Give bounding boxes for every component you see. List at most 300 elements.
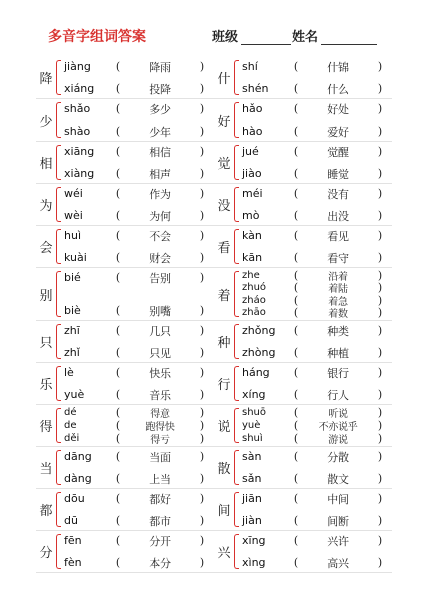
reading-line — [242, 307, 392, 318]
left-entry — [36, 57, 214, 98]
close-paren: ) — [377, 102, 383, 115]
pinyin: yuè — [64, 388, 85, 401]
reading-list — [61, 142, 214, 183]
reading-list — [239, 268, 392, 320]
reading-line — [242, 323, 392, 338]
close-paren: ) — [377, 269, 383, 282]
close-paren: ) — [199, 514, 205, 527]
reading-line — [64, 166, 214, 181]
reading-line — [242, 513, 392, 528]
reading-list — [239, 226, 392, 267]
close-paren: ) — [199, 450, 205, 463]
close-paren: ) — [199, 472, 205, 485]
reading-list — [61, 57, 214, 98]
open-paren: ( — [115, 102, 121, 115]
reading-list — [61, 363, 214, 404]
name-field — [292, 26, 377, 45]
reading-line — [242, 449, 392, 464]
word-answer: 游说 — [328, 435, 348, 446]
word-answer: 不会 — [149, 229, 171, 243]
reading-line — [242, 533, 392, 548]
close-paren: ) — [377, 82, 383, 95]
pinyin: kàn — [242, 229, 262, 242]
open-paren: ( — [115, 514, 121, 527]
left-entry — [36, 268, 214, 320]
word-answer: 不亦说乎 — [318, 422, 358, 433]
word-answer: 爱好 — [327, 125, 349, 139]
word-answer: 都市 — [149, 514, 171, 528]
pinyin: jiàng — [64, 60, 91, 73]
close-paren: ) — [199, 60, 205, 73]
open-paren: ( — [293, 293, 299, 307]
close-paren: ) — [377, 229, 383, 242]
left-entry — [36, 405, 214, 446]
open-paren: ( — [115, 388, 121, 401]
polyphone-char: 会 — [39, 241, 53, 256]
reading-line — [64, 471, 214, 486]
word-answer: 好处 — [327, 102, 349, 116]
word-answer: 分开 — [149, 534, 171, 548]
reading-line — [242, 387, 392, 402]
pinyin: xíng — [242, 388, 266, 401]
open-paren: ( — [115, 492, 121, 505]
table-row — [36, 226, 392, 268]
close-paren: ) — [377, 556, 383, 569]
reading-line — [242, 208, 392, 223]
close-paren: ) — [377, 419, 383, 432]
close-paren: ) — [199, 556, 205, 569]
open-paren: ( — [115, 271, 121, 284]
word-answer: 出没 — [327, 209, 349, 223]
open-paren: ( — [115, 556, 121, 569]
right-entry — [214, 142, 392, 183]
reading-line — [242, 166, 392, 181]
polyphone-char: 少 — [39, 114, 53, 130]
open-paren: ( — [115, 145, 121, 158]
left-entry — [36, 489, 214, 530]
close-paren: ) — [377, 492, 383, 505]
open-paren: ( — [293, 514, 299, 527]
word-answer: 都好 — [149, 492, 171, 506]
open-paren: ( — [293, 102, 299, 115]
reading-list — [239, 405, 392, 446]
word-answer: 为何 — [149, 209, 171, 223]
right-entry — [214, 57, 392, 98]
left-entry — [36, 99, 214, 141]
open-paren: ( — [293, 432, 299, 445]
right-entry — [214, 184, 392, 225]
pinyin: jiàn — [242, 514, 262, 527]
pinyin: dū — [64, 514, 78, 527]
pinyin: shuì — [242, 433, 263, 444]
reading-line — [64, 124, 214, 139]
close-paren: ) — [199, 145, 205, 158]
reading-line — [242, 555, 392, 570]
pinyin: xìng — [242, 556, 266, 569]
word-answer: 种类 — [327, 324, 349, 338]
open-paren: ( — [293, 492, 299, 505]
word-answer: 什么 — [327, 82, 349, 96]
close-paren: ) — [377, 293, 383, 307]
close-paren: ) — [199, 406, 205, 419]
polyphone-char: 说 — [217, 420, 231, 435]
open-paren: ( — [115, 209, 121, 222]
class-field — [212, 26, 291, 45]
pinyin: děi — [64, 433, 80, 444]
reading-line — [242, 144, 392, 159]
polyphone-char: 什 — [217, 72, 231, 87]
right-entry — [214, 268, 392, 320]
close-paren: ) — [377, 346, 383, 359]
left-entry — [36, 531, 214, 572]
pinyin: sàn — [242, 450, 262, 463]
word-answer: 得亏 — [150, 435, 170, 446]
reading-list — [239, 489, 392, 530]
word-answer: 本分 — [149, 556, 171, 570]
reading-line — [64, 407, 214, 418]
reading-line — [64, 491, 214, 506]
close-paren: ) — [199, 82, 205, 95]
polyphone-char: 别 — [39, 288, 53, 304]
reading-line — [242, 59, 392, 74]
open-paren: ( — [293, 324, 299, 337]
close-paren: ) — [377, 366, 383, 379]
reading-list — [239, 142, 392, 183]
close-paren: ) — [377, 145, 383, 158]
pinyin: xīng — [242, 534, 266, 547]
left-entry — [36, 184, 214, 225]
word-answer: 当面 — [149, 450, 171, 464]
close-paren: ) — [377, 406, 383, 419]
polyphone-table — [36, 57, 392, 573]
reading-list — [61, 226, 214, 267]
close-paren: ) — [199, 187, 205, 200]
reading-line — [242, 471, 392, 486]
reading-line — [64, 59, 214, 74]
table-row — [36, 405, 392, 447]
right-entry — [214, 531, 392, 572]
open-paren: ( — [115, 432, 121, 445]
pinyin: shí — [242, 60, 258, 73]
close-paren: ) — [199, 492, 205, 505]
close-paren: ) — [377, 450, 383, 463]
close-paren: ) — [377, 209, 383, 222]
word-answer: 行人 — [327, 388, 349, 402]
reading-line — [64, 101, 214, 116]
reading-line — [242, 186, 392, 201]
pinyin: shuō — [242, 407, 267, 418]
close-paren: ) — [199, 251, 205, 264]
word-answer: 什锦 — [327, 60, 349, 74]
reading-line — [64, 81, 214, 96]
open-paren: ( — [115, 251, 121, 264]
reading-list — [61, 99, 214, 141]
open-paren: ( — [115, 472, 121, 485]
open-paren: ( — [293, 305, 299, 319]
reading-list — [239, 99, 392, 141]
reading-list — [61, 447, 214, 488]
reading-list — [61, 489, 214, 530]
polyphone-char: 当 — [39, 462, 53, 477]
close-paren: ) — [199, 366, 205, 379]
word-answer: 投降 — [149, 82, 171, 96]
table-row — [36, 184, 392, 226]
pinyin: kān — [242, 251, 263, 264]
pinyin: zháo — [242, 294, 266, 306]
open-paren: ( — [115, 534, 121, 547]
pinyin: háng — [242, 366, 270, 379]
polyphone-char: 分 — [39, 546, 53, 561]
open-paren: ( — [115, 187, 121, 200]
close-paren: ) — [377, 305, 383, 319]
polyphone-char: 看 — [217, 241, 231, 256]
table-row — [36, 142, 392, 184]
word-answer: 几只 — [149, 324, 171, 338]
word-answer: 看守 — [327, 251, 349, 265]
word-answer: 着急 — [328, 296, 348, 308]
right-entry — [214, 321, 392, 362]
word-answer: 少年 — [149, 125, 171, 139]
reading-line — [64, 208, 214, 223]
open-paren: ( — [115, 419, 121, 432]
word-answer: 别嘴 — [149, 304, 171, 318]
pinyin: zhuó — [242, 282, 267, 294]
open-paren: ( — [293, 145, 299, 158]
reading-list — [239, 184, 392, 225]
reading-list — [61, 184, 214, 225]
open-paren: ( — [293, 388, 299, 401]
close-paren: ) — [199, 419, 205, 432]
polyphone-char: 都 — [39, 504, 53, 519]
close-paren: ) — [199, 432, 205, 445]
reading-line — [64, 250, 214, 265]
word-answer: 分散 — [327, 450, 349, 464]
open-paren: ( — [293, 366, 299, 379]
pinyin: dāng — [64, 450, 92, 463]
polyphone-char: 行 — [217, 378, 231, 393]
pinyin: mò — [242, 209, 260, 222]
pinyin: dōu — [64, 492, 85, 505]
close-paren: ) — [377, 432, 383, 445]
pinyin: kuài — [64, 251, 87, 264]
pinyin: xiáng — [64, 82, 95, 95]
word-answer: 听说 — [328, 409, 348, 420]
close-paren: ) — [377, 251, 383, 264]
pinyin: zhòng — [242, 346, 276, 359]
reading-line — [64, 433, 214, 444]
open-paren: ( — [293, 187, 299, 200]
reading-line — [64, 387, 214, 402]
word-answer: 高兴 — [327, 556, 349, 570]
reading-line — [242, 345, 392, 360]
close-paren: ) — [199, 102, 205, 115]
polyphone-char: 觉 — [217, 157, 231, 172]
close-paren: ) — [199, 167, 205, 180]
left-entry — [36, 142, 214, 183]
polyphone-char: 间 — [217, 504, 231, 519]
close-paren: ) — [377, 514, 383, 527]
pinyin: yuè — [242, 420, 261, 431]
polyphone-char: 为 — [39, 199, 53, 214]
word-answer: 告别 — [149, 271, 171, 285]
polyphone-char: 降 — [39, 72, 53, 87]
close-paren: ) — [199, 271, 205, 284]
pinyin: dàng — [64, 472, 92, 485]
reading-list — [239, 363, 392, 404]
pinyin: de — [64, 420, 77, 431]
word-answer: 财会 — [149, 251, 171, 265]
close-paren: ) — [377, 388, 383, 401]
reading-line — [242, 81, 392, 96]
word-answer: 睡觉 — [327, 167, 349, 181]
reading-line — [64, 555, 214, 570]
table-row — [36, 363, 392, 405]
word-answer: 着陆 — [328, 284, 348, 296]
word-answer: 作为 — [149, 187, 171, 201]
open-paren: ( — [115, 82, 121, 95]
word-answer: 没有 — [327, 187, 349, 201]
pinyin: jué — [242, 145, 259, 158]
pinyin: zhāo — [242, 306, 266, 318]
reading-line — [64, 270, 214, 285]
open-paren: ( — [115, 125, 121, 138]
open-paren: ( — [293, 406, 299, 419]
open-paren: ( — [293, 60, 299, 73]
close-paren: ) — [199, 209, 205, 222]
reading-line — [242, 101, 392, 116]
word-answer: 相声 — [149, 167, 171, 181]
word-answer: 兴许 — [327, 534, 349, 548]
open-paren: ( — [115, 167, 121, 180]
open-paren: ( — [115, 346, 121, 359]
reading-line — [242, 228, 392, 243]
word-answer: 种植 — [327, 346, 349, 360]
reading-line — [64, 323, 214, 338]
close-paren: ) — [377, 60, 383, 73]
table-row — [36, 99, 392, 142]
pinyin: hǎo — [242, 102, 263, 115]
open-paren: ( — [115, 366, 121, 379]
open-paren: ( — [293, 167, 299, 180]
open-paren: ( — [293, 419, 299, 432]
close-paren: ) — [199, 324, 205, 337]
word-answer: 快乐 — [149, 366, 171, 380]
open-paren: ( — [115, 450, 121, 463]
word-answer: 散文 — [327, 472, 349, 486]
open-paren: ( — [293, 556, 299, 569]
close-paren: ) — [377, 324, 383, 337]
open-paren: ( — [293, 281, 299, 295]
polyphone-char: 得 — [39, 420, 53, 435]
reading-list — [61, 321, 214, 362]
reading-line — [242, 124, 392, 139]
reading-line — [64, 345, 214, 360]
pinyin: jiān — [242, 492, 262, 505]
reading-list — [61, 531, 214, 572]
left-entry — [36, 363, 214, 404]
close-paren: ) — [199, 125, 205, 138]
name-blank[interactable] — [321, 32, 377, 45]
word-answer: 上当 — [149, 472, 171, 486]
pinyin: zhǒng — [242, 324, 276, 337]
reading-line — [242, 491, 392, 506]
word-answer: 得意 — [150, 409, 170, 420]
reading-line — [64, 228, 214, 243]
reading-line — [242, 420, 392, 431]
page-title: 多音字组词答案 — [48, 29, 146, 45]
right-entry — [214, 447, 392, 488]
polyphone-char: 着 — [217, 288, 231, 304]
close-paren: ) — [199, 346, 205, 359]
table-row — [36, 531, 392, 573]
open-paren: ( — [293, 125, 299, 138]
polyphone-char: 相 — [39, 157, 53, 172]
pinyin: jiào — [242, 167, 262, 180]
reading-list — [61, 268, 214, 320]
polyphone-char: 种 — [217, 336, 231, 351]
close-paren: ) — [377, 472, 383, 485]
pinyin: wéi — [64, 187, 83, 200]
pinyin: zhī — [64, 324, 80, 337]
reading-line — [64, 186, 214, 201]
pinyin: fēn — [64, 534, 82, 547]
open-paren: ( — [115, 60, 121, 73]
open-paren: ( — [293, 82, 299, 95]
left-entry — [36, 321, 214, 362]
reading-line — [242, 433, 392, 444]
pinyin: bié — [64, 271, 81, 284]
table-row — [36, 57, 392, 99]
right-entry — [214, 363, 392, 404]
open-paren: ( — [293, 251, 299, 264]
word-answer: 音乐 — [149, 388, 171, 402]
reading-list — [61, 405, 214, 446]
word-answer: 银行 — [327, 366, 349, 380]
left-entry — [36, 226, 214, 267]
pinyin: hào — [242, 125, 263, 138]
reading-list — [239, 447, 392, 488]
pinyin: shǎo — [64, 102, 91, 115]
open-paren: ( — [115, 324, 121, 337]
close-paren: ) — [199, 304, 205, 317]
class-blank[interactable] — [241, 32, 291, 45]
open-paren: ( — [115, 229, 121, 242]
reading-line — [64, 365, 214, 380]
reading-line — [242, 407, 392, 418]
open-paren: ( — [293, 450, 299, 463]
close-paren: ) — [377, 125, 383, 138]
table-row — [36, 268, 392, 321]
pinyin: dé — [64, 407, 77, 418]
reading-line — [64, 420, 214, 431]
close-paren: ) — [377, 534, 383, 547]
pinyin: zhǐ — [64, 346, 80, 359]
reading-list — [239, 57, 392, 98]
right-entry — [214, 226, 392, 267]
pinyin: zhe — [242, 270, 260, 281]
close-paren: ) — [199, 388, 205, 401]
close-paren: ) — [199, 229, 205, 242]
word-answer: 相信 — [149, 145, 171, 159]
pinyin: xiàng — [64, 167, 95, 180]
close-paren: ) — [199, 534, 205, 547]
reading-line — [64, 303, 214, 318]
table-row — [36, 321, 392, 363]
open-paren: ( — [115, 406, 121, 419]
word-answer: 跑得快 — [145, 422, 175, 433]
word-answer: 降雨 — [149, 60, 171, 74]
polyphone-char: 兴 — [217, 546, 231, 561]
